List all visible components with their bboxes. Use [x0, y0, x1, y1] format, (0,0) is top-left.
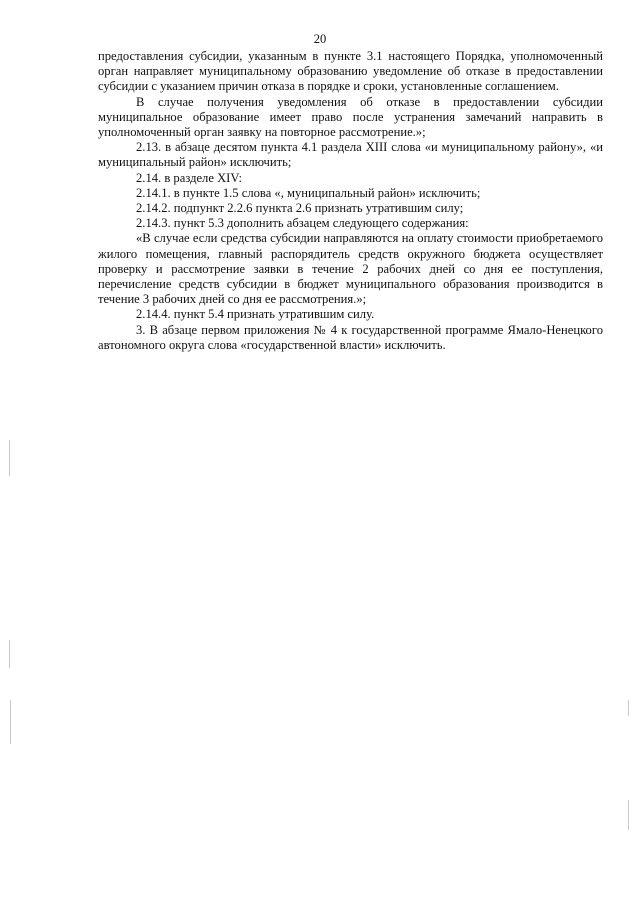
paragraph-2-14-4: 2.14.4. пункт 5.4 признать утратившим силу.	[136, 307, 375, 322]
document-body	[98, 49, 603, 353]
paragraph-quoted-addition: «В случае если средства субсидии направляются на оплату стоимости приобретаемого жилого помещения, главный распорядитель средств окружного бюджета осуществляет проверку и рассмотрение заявки в течение 2 рабочих дней со дня ее поступления, перечисление средств субсидии в бюджет муниципального образования производится в течение 3 рабочих дней со дня ее рассмотрения.»;	[98, 231, 603, 307]
paragraph-2-14-1: 2.14.1. в пункте 1.5 слова «, муниципальный район» исключить;	[136, 185, 481, 200]
scan-edge-mark	[628, 700, 629, 716]
scan-edge-mark	[628, 800, 629, 830]
paragraph-subsidy-refusal-notice: предоставления субсидии, указанным в пункте 3.1 настоящего Порядка, уполномоченный орган направляет муниципальному образованию уведомление об отказе в предоставлении субсидии с указанием причин отказа в порядке и сроки, установленные соглашением.	[98, 49, 603, 94]
page-number: 20	[313, 32, 327, 46]
paragraph-2-14-2: 2.14.2. подпункт 2.2.6 пункта 2.6 признать утратившим силу;	[136, 201, 464, 216]
paragraph-2-13: 2.13. в абзаце десятом пункта 4.1 раздела XIII слова «и муниципальному району», «и муниципальный район» исключить;	[98, 140, 603, 170]
paragraph-resubmission-right: В случае получения уведомления об отказе в предоставлении субсидии муниципальное образование имеет право после устранения замечаний направить в уполномоченный орган заявку на повторное рассмотрение.»;	[98, 94, 603, 140]
scan-edge-mark	[9, 440, 10, 476]
paragraph-2-14: 2.14. в разделе XIV:	[136, 170, 243, 185]
scan-edge-mark	[10, 700, 11, 744]
paragraph-2-14-3: 2.14.3. пункт 5.3 дополнить абзацем следующего содержания:	[136, 216, 469, 231]
scan-edge-mark	[9, 640, 10, 668]
paragraph-3: 3. В абзаце первом приложения № 4 к государственной программе Ямало-Ненецкого автономного округа слова «государственной власти» исключить.	[98, 322, 603, 352]
